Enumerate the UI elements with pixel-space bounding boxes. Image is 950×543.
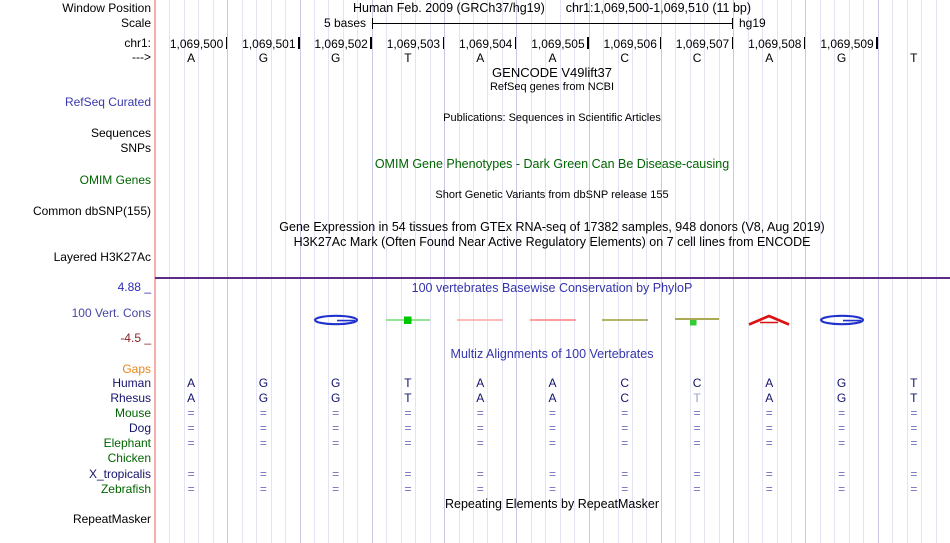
gridline — [169, 0, 170, 543]
gridline — [936, 0, 937, 543]
alignment-cell: T — [693, 391, 701, 405]
gridline — [719, 0, 720, 543]
alignment-cell: = — [476, 436, 484, 450]
track-label-layered-h3k27ac[interactable]: Layered H3K27Ac — [53, 250, 151, 264]
alignment-cell: = — [548, 466, 556, 481]
alignment-cell: A — [187, 391, 196, 405]
scale-bar-label: 5 bases — [323, 16, 366, 30]
conservation-glyph-line-box — [376, 313, 440, 327]
alignment-cell: = — [476, 482, 484, 496]
gridline — [242, 0, 243, 543]
ruler-tick — [876, 37, 877, 49]
alignment-cell: = — [332, 436, 340, 450]
track-title-publications[interactable]: Publications: Sequences in Scientific Articles — [443, 112, 661, 124]
ruler-base: C — [692, 51, 702, 65]
conservation-axis-min: -4.5 _ — [120, 331, 151, 345]
alignment-cell: C — [620, 376, 630, 390]
alignment-cell: T — [910, 376, 918, 390]
alignment-cell: = — [910, 421, 918, 435]
alignment-cell: = — [910, 436, 918, 450]
gridline — [415, 0, 416, 543]
alignment-cell: = — [693, 482, 701, 496]
ruler-base: G — [330, 51, 341, 65]
alignment-cell: = — [765, 482, 773, 496]
alignment-cell: = — [838, 466, 846, 481]
track-title-dbsnp[interactable]: Short Genetic Variants from dbSNP release 155 — [435, 189, 669, 201]
alignment-cell: = — [765, 421, 773, 435]
gridline — [343, 0, 344, 543]
alignment-cell: = — [187, 482, 195, 496]
track-left-border — [154, 0, 156, 543]
track-label-100-vert-cons[interactable]: 100 Vert. Cons — [71, 306, 151, 320]
alignment-cell: = — [621, 482, 629, 496]
alignment-cell: T — [404, 391, 412, 405]
gridline — [733, 0, 734, 543]
alignment-cell: = — [548, 482, 556, 496]
gridline — [820, 0, 821, 543]
alignment-cell: T — [910, 391, 918, 405]
species-label-chicken[interactable]: Chicken — [107, 451, 151, 465]
gridline — [878, 0, 879, 543]
ruler-base: T — [910, 51, 918, 65]
gridline — [386, 0, 387, 543]
chrom-label: chr1: — [124, 36, 151, 50]
species-label-dog[interactable]: Dog — [128, 421, 151, 435]
gridline — [357, 0, 358, 543]
gridline — [777, 0, 778, 543]
conservation-glyph-squashed-g — [810, 313, 874, 327]
track-separator-line — [155, 277, 950, 279]
alignment-cell: = — [693, 421, 701, 435]
track-label-repeatmasker[interactable]: RepeatMasker — [72, 512, 151, 526]
gridline — [921, 0, 922, 543]
ruler-base: T — [404, 51, 412, 65]
alignment-cell: G — [836, 376, 847, 390]
species-label-zebrafish[interactable]: Zebrafish — [100, 482, 151, 496]
ruler-base: A — [476, 51, 485, 65]
alignment-cell: = — [765, 436, 773, 450]
gridline — [632, 0, 633, 543]
position-range: chr1:1,069,500-1,069,510 (11 bp) — [565, 1, 752, 15]
gridline — [444, 0, 445, 543]
assembly-title: Human Feb. 2009 (GRCh37/hg19) — [352, 1, 545, 15]
strand-arrow-label: ---> — [132, 50, 151, 64]
alignment-cell: = — [910, 406, 918, 420]
alignment-cell: = — [548, 436, 556, 450]
alignment-cell: = — [187, 436, 195, 450]
alignment-cell: A — [548, 391, 557, 405]
alignment-cell: = — [332, 482, 340, 496]
alignment-cell: = — [910, 482, 918, 496]
ruler-position[interactable]: 1,069,505 — [531, 37, 585, 51]
window-position-label: Window Position — [62, 1, 151, 15]
ruler-position[interactable]: 1,069,508 — [748, 37, 802, 51]
species-label-gaps[interactable]: Gaps — [122, 362, 151, 376]
gridline — [401, 0, 402, 543]
alignment-cell: = — [404, 482, 412, 496]
alignment-cell: A — [476, 376, 485, 390]
alignment-cell: C — [620, 391, 630, 405]
alignment-cell: = — [187, 466, 195, 481]
conservation-glyph-line — [521, 313, 585, 327]
gridline — [661, 0, 662, 543]
alignment-cell: = — [693, 466, 701, 481]
track-title-repeatmasker[interactable]: Repeating Elements by RepeatMasker — [444, 497, 660, 511]
alignment-cell: = — [621, 406, 629, 420]
alignment-cell: G — [330, 376, 341, 390]
gridline — [459, 0, 460, 543]
scale-bar-right-tick — [732, 18, 733, 29]
ruler-base: A — [187, 51, 196, 65]
track-title-refseq[interactable]: RefSeq genes from NCBI — [489, 81, 615, 93]
gridline — [213, 0, 214, 543]
species-label-human[interactable]: Human — [112, 376, 151, 390]
alignment-cell: = — [404, 466, 412, 481]
alignment-cell: = — [838, 482, 846, 496]
alignment-cell: = — [476, 466, 484, 481]
track-title-omim[interactable]: OMIM Gene Phenotypes - Dark Green Can Be Disease-causing — [374, 157, 730, 171]
ruler-position[interactable]: 1,069,501 — [242, 37, 296, 51]
gridline — [314, 0, 315, 543]
ruler-base: A — [548, 51, 557, 65]
ruler-position[interactable]: 1,069,502 — [314, 37, 368, 51]
ruler-base: G — [836, 51, 847, 65]
alignment-cell: = — [259, 436, 267, 450]
conservation-axis-max: 4.88 _ — [117, 280, 151, 294]
gridline — [487, 0, 488, 543]
track-label-omim-genes[interactable]: OMIM Genes — [79, 173, 151, 187]
alignment-cell: = — [548, 406, 556, 420]
ruler-position[interactable]: 1,069,503 — [386, 37, 441, 51]
species-label-rhesus[interactable]: Rhesus — [110, 391, 151, 405]
alignment-cell: = — [404, 406, 412, 420]
gridline — [372, 0, 373, 543]
gridline — [805, 0, 806, 543]
gridline — [791, 0, 792, 543]
track-title-h3k27ac[interactable]: H3K27Ac Mark (Often Found Near Active Regulatory Elements) on 7 cell lines from ENCODE — [293, 235, 811, 249]
gridline — [184, 0, 185, 543]
alignment-cell: A — [765, 376, 774, 390]
track-title-gencode[interactable]: GENCODE V49lift37 — [492, 65, 612, 80]
alignment-cell: = — [332, 421, 340, 435]
alignment-cell: = — [332, 406, 340, 420]
gridline — [285, 0, 286, 543]
gridline — [762, 0, 763, 543]
scale-label: Scale — [120, 16, 151, 30]
gridline — [256, 0, 257, 543]
gridline — [675, 0, 676, 543]
ruler-base: C — [620, 51, 630, 65]
track-title-conservation[interactable]: 100 vertebrates Basewise Conservation by PhyloP — [411, 281, 693, 295]
gridline — [863, 0, 864, 543]
alignment-cell: = — [476, 421, 484, 435]
scale-bar-left-tick — [372, 18, 373, 29]
alignment-cell: = — [259, 466, 267, 481]
gridline — [849, 0, 850, 543]
alignment-cell: = — [259, 482, 267, 496]
alignment-cell: = — [838, 436, 846, 450]
gridline — [473, 0, 474, 543]
alignment-cell: = — [765, 406, 773, 420]
gridline — [690, 0, 691, 543]
alignment-cell: = — [476, 406, 484, 420]
track-label-snps[interactable]: SNPs — [120, 141, 151, 155]
species-label-mouse[interactable]: Mouse — [114, 406, 151, 420]
ruler-position[interactable]: 1,069,509 — [820, 37, 874, 51]
alignment-cell: = — [404, 436, 412, 450]
gridline — [646, 0, 647, 543]
scale-bar-line — [372, 23, 733, 24]
alignment-cell: A — [765, 391, 774, 405]
track-label-refseq-curated[interactable]: RefSeq Curated — [64, 95, 151, 109]
gridline — [271, 0, 272, 543]
alignment-cell: = — [910, 466, 918, 481]
alignment-cell: = — [259, 421, 267, 435]
alignment-cell: = — [838, 406, 846, 420]
gridline — [618, 0, 619, 543]
gridline — [834, 0, 835, 543]
alignment-cell: C — [692, 376, 702, 390]
conservation-glyph-line — [593, 313, 657, 327]
alignment-cell: A — [476, 391, 485, 405]
alignment-cell: = — [765, 466, 773, 481]
alignment-cell: = — [621, 436, 629, 450]
conservation-glyph-line-box-low — [665, 313, 729, 327]
alignment-cell: = — [187, 421, 195, 435]
window-position-title — [353, 2, 751, 15]
track-label-common-dbsnp[interactable]: Common dbSNP(155) — [32, 204, 151, 218]
alignment-cell: G — [258, 376, 269, 390]
track-title-gtex[interactable]: Gene Expression in 54 tissues from GTEx RNA-seq of 17382 samples, 948 donors (V8, Aug 2019) — [279, 220, 825, 234]
gridline — [430, 0, 431, 543]
ruler-position[interactable]: 1,069,507 — [675, 37, 730, 51]
species-label-elephant[interactable]: Elephant — [103, 436, 151, 450]
alignment-cell: = — [693, 406, 701, 420]
alignment-cell: G — [836, 391, 847, 405]
alignment-cell: = — [259, 406, 267, 420]
alignment-cell: A — [548, 376, 557, 390]
conservation-glyph-squashed-g — [304, 313, 368, 327]
gridline — [328, 0, 329, 543]
gridline — [227, 0, 228, 543]
gridline — [704, 0, 705, 543]
ruler-base: A — [765, 51, 774, 65]
ruler-position[interactable]: 1,069,504 — [458, 37, 513, 51]
ruler-base: G — [258, 51, 269, 65]
genome-build-label: hg19 — [739, 16, 766, 30]
alignment-cell: = — [187, 406, 195, 420]
alignment-cell: = — [332, 466, 340, 481]
conservation-glyph-line — [448, 313, 512, 327]
track-title-multiz[interactable]: Multiz Alignments of 100 Vertebrates — [450, 347, 654, 361]
alignment-cell: = — [621, 466, 629, 481]
gridline — [748, 0, 749, 543]
conservation-glyph-squashed-a — [737, 313, 801, 327]
ruler-position[interactable]: 1,069,506 — [603, 37, 657, 51]
gridline — [892, 0, 893, 543]
ruler-position[interactable]: 1,069,500 — [169, 37, 224, 51]
gridline — [198, 0, 199, 543]
alignment-cell: = — [838, 421, 846, 435]
alignment-cell: = — [621, 421, 629, 435]
alignment-cell: G — [330, 391, 341, 405]
gridline — [907, 0, 908, 543]
species-label-x_tropicalis[interactable]: X_tropicalis — [88, 466, 151, 481]
alignment-cell: = — [548, 421, 556, 435]
alignment-cell: = — [693, 436, 701, 450]
alignment-cell: A — [187, 376, 196, 390]
alignment-cell: T — [404, 376, 412, 390]
track-label-sequences[interactable]: Sequences — [90, 126, 151, 140]
alignment-cell: G — [258, 391, 269, 405]
gridline — [300, 0, 301, 543]
alignment-cell: = — [404, 421, 412, 435]
